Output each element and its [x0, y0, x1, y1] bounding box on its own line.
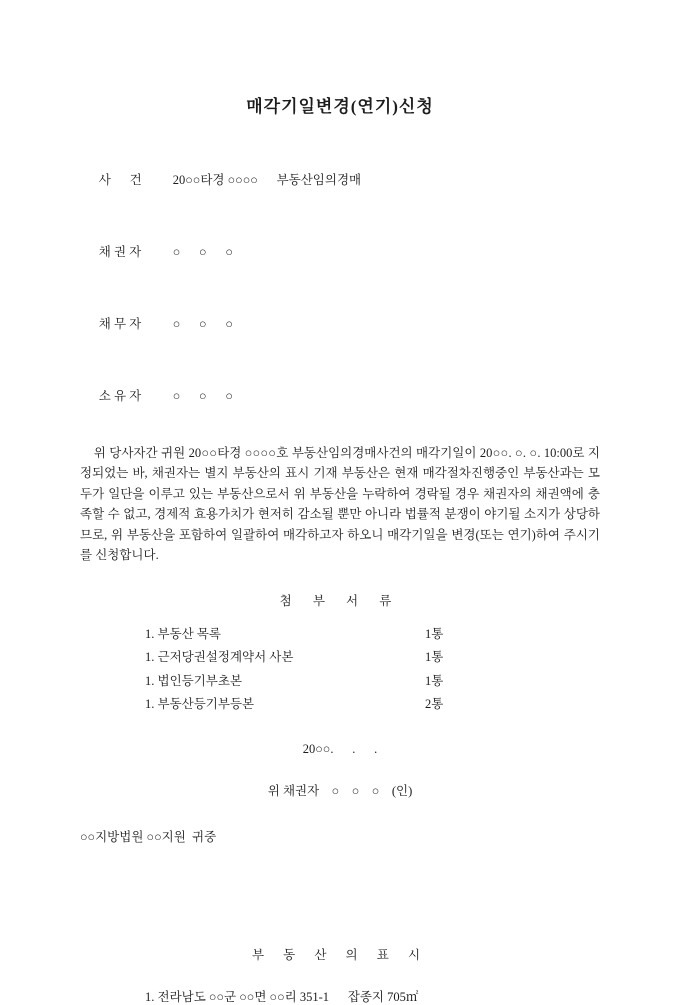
attachment-item [145, 646, 600, 669]
petition-body: 위 당사자간 귀원 20○○타경 ○○○○호 부동산임의경매사건의 매각기일이 20○○. ○. ○. 10:00로 지정되었는 바, 채권자는 별지 부동산의 표시 기재 부동산은 현재 매각절차진행중인 부동산과는 모두가 일단을 이루고 있는 부동산으로서 위 부동산을 누락하여 경락될 경우 채권자의 채권액에 충족할 수 없고, 경제적 효용가치가 현저히 감소될 뿐만 아니라 법률적 분쟁이 야기될 소지가 상당하므로, 위 부동산을 포함하여 일괄하여 매각하고자 하오니 매각기일을 변경(또는 연기)하여 주시기를 신청합니다. [80, 446, 600, 562]
owner-label: 소 유 자 [98, 389, 142, 403]
property-description: 1. 전라남도 ○○군 ○○면 ○○리 351-1 잡종지 705㎡ [145, 989, 419, 1004]
document-title: 매각기일변경(연기)신청 [246, 97, 434, 116]
attachment-count: 1통 [425, 673, 444, 688]
attachments-heading: 첨 부 서 류 [279, 594, 401, 609]
court-address: ○○지방법원 ○○지원 귀중 [80, 829, 217, 844]
creditor-label: 채 권 자 [98, 245, 142, 259]
debtor-row [80, 299, 600, 347]
attachment-item [145, 623, 600, 646]
owner-value: ○ ○ ○ [172, 389, 233, 403]
attachment-name: 1. 근저당권설정계약서 사본 [145, 650, 294, 665]
attachment-item [145, 670, 600, 693]
attachment-count: 1통 [425, 627, 444, 642]
debtor-label: 채 무 자 [98, 317, 142, 331]
attachment-item [145, 693, 600, 716]
property-heading: 부 동 산 의 표 시 [251, 947, 429, 962]
attachment-name: 1. 부동산등기부등본 [145, 696, 255, 711]
debtor-value: ○ ○ ○ [172, 317, 233, 331]
case-value: 20○○타경 ○○○○ 부동산임의경매 [172, 173, 362, 187]
signature-line: 위 채권자 ○ ○ ○ (인) [267, 783, 413, 798]
attachment-name: 1. 법인등기부초본 [145, 673, 243, 688]
attachments-list [145, 623, 600, 716]
attachment-count: 2통 [425, 696, 444, 711]
attachment-count: 1통 [425, 650, 444, 665]
attachment-name: 1. 부동산 목록 [145, 627, 222, 642]
creditor-row [80, 227, 600, 275]
date-line: 20○○. . . [302, 741, 378, 756]
case-fields [80, 155, 600, 419]
owner-row [80, 371, 600, 419]
creditor-value: ○ ○ ○ [172, 245, 233, 259]
case-label: 사 건 [98, 173, 142, 187]
case-number-row [80, 155, 600, 203]
